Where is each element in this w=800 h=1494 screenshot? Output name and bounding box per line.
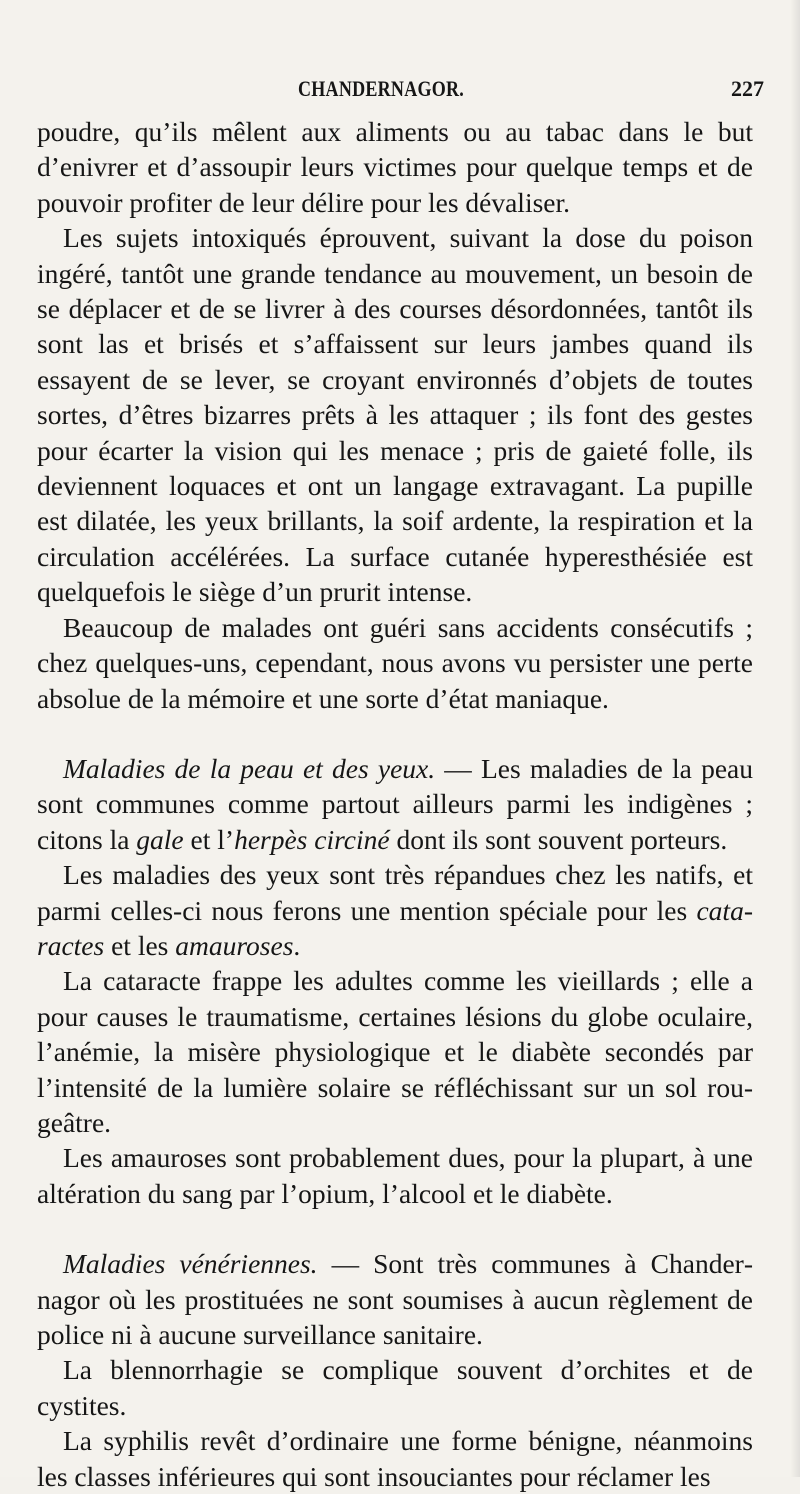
venereal-diseases-text: — Sont très communes à Chandernagor où les prostituées ne sont soumises à aucun règlement de police ni à aucune surveillance sanitaire. [37,1248,753,1350]
paragraph-cataract: La cataracte frappe les adultes comme les vieillards ; elle a pour causes le traumatisme, certaines lésions du globe oculaire, l’anémie, la misère physiologique et le diabète secondés par l’intensité de la lumière solaire se réfléchissant sur un sol rougeâtre. [37,965,753,1138]
running-title: CHANDERNAGOR. [298,76,465,101]
skin-diseases-text-b: et l’ [183,823,235,855]
paragraph-consequences: Beaucoup de malades ont guéri sans accidents consécutifs ; chez quelques-uns, cependant, nous avons vu persister une perte absolue de la mémoire et une sorte d’état maniaque. [37,611,753,714]
skin-diseases-text-c: dont ils sont souvent porteurs. [389,823,728,855]
running-header [0,76,800,106]
section-venereal-diseases [37,1246,753,1352]
term-gale: gale [136,823,184,855]
paragraph-amauroses: Les amauroses sont probablement dues, pour la plupart, à une altération du sang par l’opium, l’alcool et le diabète. [37,1142,753,1209]
eye-diseases-text-b: et les [104,929,176,961]
eye-diseases-text-a: Les maladies des yeux sont très répandues chez les natifs, et parmi celles-ci nous ferons une mention spéciale pour les [37,859,753,926]
paragraph-eye-diseases [37,857,753,963]
term-herpes: herpès circiné [234,823,390,855]
body-text [37,114,753,1494]
paragraph-syphilis: La syphilis revêt d’ordinaire une forme bénigne, néanmoins les classes inférieures qui sont insouciantes pour réclamer les [37,1425,753,1492]
eye-diseases-text-c: . [293,929,301,961]
paragraph-intoxication-symptoms: Les sujets intoxiqués éprouvent, suivant la dose du poison ingéré, tantôt une grande tendance au mouvement, un besoin de se déplacer et de se livrer à des courses désordonnées, tantôt ils sont las et brisés et s’affaissent sur leurs jambes quand ils essayent de se lever, se croyant environnés d’objets de toutes sortes, d’êtres bizarres prêts à les attaquer ; ils font des gestes pour écarter la vision qui les menace ; pris de gaieté folle, ils deviennent loquaces et ont un langage extravagant. La pupille est dilatée, les yeux brillants, la soif ardente, la respiration et la circulation accélérées. La surface cutanée hyperesthésiée est quelquefois le siège d’un prurit intense. [37,222,753,608]
paragraph-blennorrhagie: La blennorrhagie se complique souvent d’orchites et de cystites. [37,1354,753,1421]
paragraph-continuation: poudre, qu’ils mêlent aux aliments ou au tabac dans le but d’enivrer et d’assoupir leurs victimes pour quelque temps et de pouvoir profiter de leur délire pour les dévaliser. [37,116,753,218]
scan-edge-shadow [790,0,800,1477]
term-cataractes: cataractes [37,894,753,961]
section-heading-venereal: Maladies vénériennes. [63,1248,318,1280]
skin-diseases-text-a: — Les maladies de la peau sont communes comme partout ailleurs parmi les indigènes ; citons la [37,752,753,855]
section-skin-eye-diseases [37,751,753,857]
page-number: 227 [731,76,764,101]
section-heading-skin-eyes: Maladies de la peau et des yeux. [63,752,436,784]
term-amauroses: amauroses [175,929,294,961]
